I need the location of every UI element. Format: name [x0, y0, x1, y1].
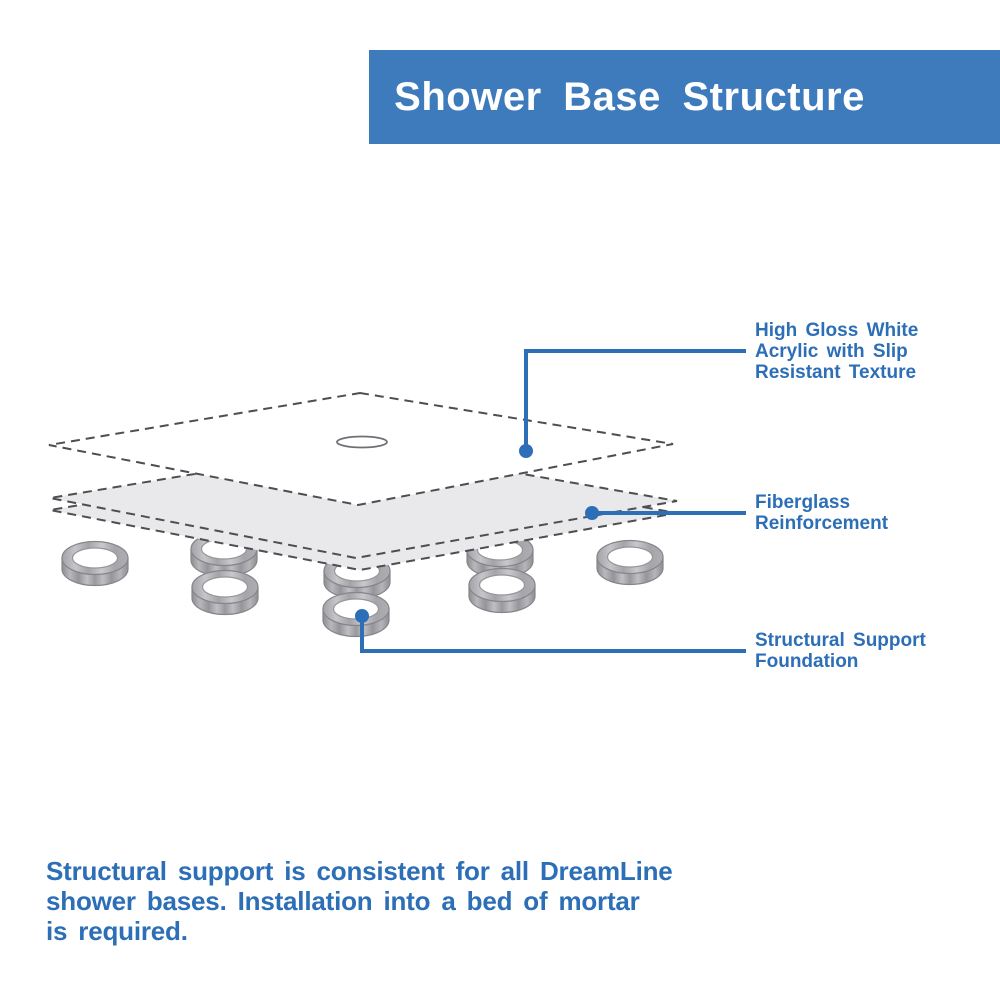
callout-foundation: [755, 630, 926, 672]
drain-hole: [337, 437, 387, 448]
leader-line-foundation: [362, 616, 746, 651]
leader-dot-fiberglass: [585, 506, 599, 520]
callout-line: High Gloss White: [755, 320, 919, 341]
callout-line: Fiberglass: [755, 492, 851, 513]
callout-line: Structural Support: [755, 630, 926, 651]
support-ring: [469, 569, 535, 613]
callout-line: Resistant Texture: [755, 362, 917, 383]
footer-note: [46, 856, 673, 946]
callout-fiberglass: [755, 492, 888, 534]
page-title: Shower Base Structure: [394, 74, 865, 119]
callout-acrylic: [755, 320, 918, 383]
support-ring: [62, 542, 128, 586]
footer-line: Structural support is consistent for all DreamLine: [46, 856, 673, 886]
leader-dot-acrylic: [519, 444, 533, 458]
footer-line: is required.: [46, 916, 188, 946]
callout-line: Foundation: [755, 651, 859, 672]
support-ring: [597, 541, 663, 585]
leader-dot-foundation: [355, 609, 369, 623]
callout-line: Acrylic with Slip: [755, 341, 908, 362]
support-ring: [192, 571, 258, 615]
footer-line: shower bases. Installation into a bed of mortar: [46, 886, 640, 916]
callout-line: Reinforcement: [755, 513, 889, 534]
